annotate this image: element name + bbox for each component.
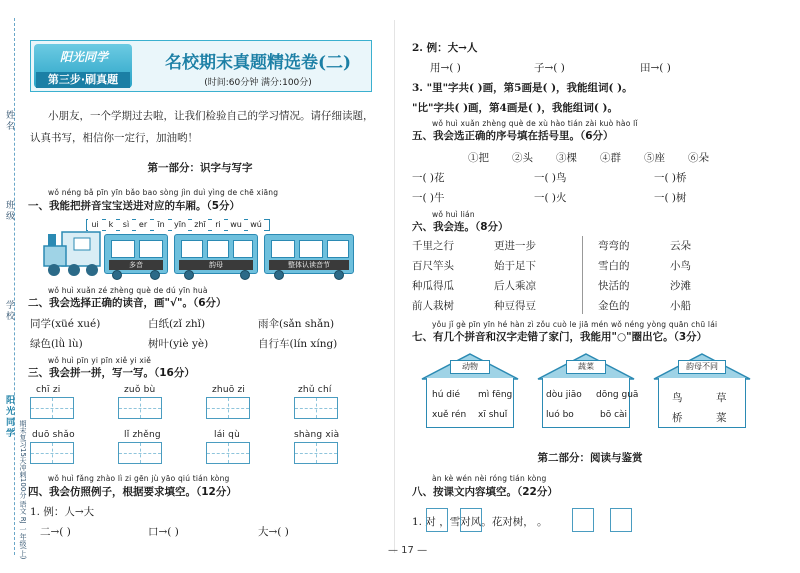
q6-text: 六、我会连。（8分） — [412, 221, 509, 233]
q3-py-6: lǐ zhěng — [124, 430, 161, 440]
q3-py-5: duō shǎo — [32, 430, 75, 440]
answer-box[interactable] — [610, 508, 632, 532]
tag-3[interactable]: er — [136, 219, 150, 231]
q5-option-3: ③棵 — [556, 152, 577, 164]
write-grid[interactable] — [206, 397, 250, 419]
q2-item-1[interactable]: 同学(xüé xué) — [30, 318, 101, 330]
q6-rb-1[interactable]: 云朵 — [670, 240, 691, 252]
q4-item-3[interactable]: 大→( ) — [258, 526, 289, 538]
q3-py-2: zuǒ bù — [124, 385, 156, 395]
write-grid[interactable] — [118, 442, 162, 464]
write-grid[interactable] — [30, 442, 74, 464]
tag-4[interactable]: īn — [154, 219, 168, 231]
write-grid[interactable] — [294, 442, 338, 464]
q2-item-2[interactable]: 白纸(zǐ zhǐ) — [148, 318, 206, 330]
intro-line-2: 认真书写，相信你一定行，加油哟！ — [30, 132, 198, 144]
school-label: 学校 — [4, 300, 14, 322]
q6-rb-4[interactable]: 小船 — [670, 300, 691, 312]
q6-left-4[interactable]: 前人栽树 — [412, 300, 454, 312]
step-label: 第三步·刷真题 — [36, 72, 130, 88]
h2-item-4[interactable]: bō cài — [600, 410, 628, 420]
q4b-item-3[interactable]: 田→( ) — [640, 62, 671, 74]
write-grid[interactable] — [206, 442, 250, 464]
q3-py-8: shàng xià — [294, 430, 340, 440]
h3-item-2[interactable]: 草 — [716, 392, 727, 404]
q5-option-2: ②头 — [512, 152, 533, 164]
house-1-label: 动物 — [450, 360, 490, 374]
answer-box[interactable] — [426, 508, 448, 532]
h2-item-1[interactable]: dòu jiāo — [546, 390, 582, 400]
q2-item-4[interactable]: 绿色(lǜ lù) — [30, 338, 83, 350]
q6-mid-2[interactable]: 始于足下 — [494, 260, 536, 272]
h1-item-4[interactable]: xī shuǐ — [478, 410, 508, 420]
h1-item-2[interactable]: mì fēng — [478, 390, 513, 400]
q6-rb-3[interactable]: 沙滩 — [670, 280, 691, 292]
binding-line — [14, 18, 15, 555]
page-subtitle: (时间:60分钟 满分:100分) — [204, 78, 312, 88]
q6-left-2[interactable]: 百尺竿头 — [412, 260, 454, 272]
h3-item-4[interactable]: 菜 — [716, 412, 727, 424]
h3-item-3[interactable]: 桥 — [672, 412, 683, 424]
q6-pinyin: wǒ huì lián — [432, 210, 475, 219]
tag-5[interactable]: yīn — [173, 220, 187, 229]
tag-0[interactable]: ui — [88, 219, 102, 231]
write-grid[interactable] — [294, 397, 338, 419]
q8-pinyin: àn kè wén nèi róng tián kòng — [432, 474, 547, 483]
q4b-item-3b[interactable]: "比"字共( )画，第4画是( )，我能组词( )。 — [412, 102, 619, 114]
house-3 — [652, 352, 752, 428]
name-label: 姓名 — [4, 110, 14, 132]
page-number: — 17 — — [388, 545, 428, 556]
q8-line: 1. 对 ，雪对风。花对树， 。 — [412, 516, 548, 528]
tag-9[interactable]: wú — [248, 219, 264, 231]
q4-text: 四、我会仿照例子，根据要求填空。（12分） — [28, 486, 237, 498]
h1-item-3[interactable]: xuě rén — [432, 410, 467, 420]
q5-text: 五、我会选正确的序号填在括号里。（6分） — [412, 130, 614, 142]
q6-left-3[interactable]: 种瓜得瓜 — [412, 280, 454, 292]
q7-pinyin: yǒu jǐ gè pīn yīn hé hàn zì zǒu cuò le jiā mén wǒ néng yòng quān chū lái — [432, 320, 718, 329]
q4b-item-2[interactable]: 子→( ) — [534, 62, 565, 74]
train-car-1 — [104, 234, 168, 274]
q4-item-1[interactable]: 二→( ) — [40, 526, 71, 538]
q1-text: 一、我能把拼音宝宝送进对应的车厢。（5分） — [28, 200, 241, 212]
part2-title: 第二部分：阅读与鉴赏 — [537, 452, 643, 464]
q2-item-6[interactable]: 自行车(lín xíng) — [258, 338, 338, 350]
h1-item-1[interactable]: hú dié — [432, 390, 461, 400]
train-car-3 — [264, 234, 354, 274]
series-text: 期末复习15天冲刺100分 语文 RJ 一年级(上) — [19, 420, 27, 560]
q6-mid-4[interactable]: 种豆得豆 — [494, 300, 536, 312]
tag-2[interactable]: sì — [120, 219, 132, 231]
car-label-3: 整体认读音节 — [269, 260, 349, 270]
class-label: 班级 — [4, 200, 14, 222]
q5-option-4: ④群 — [600, 152, 621, 164]
q2-item-5[interactable]: 树叶(yiè yè) — [148, 338, 209, 350]
page-title: 名校期末真题精选卷(二) — [164, 53, 352, 73]
brand-text: 阳光同学 — [4, 395, 14, 439]
q4-example-2: 2. 例：大→人 — [412, 42, 478, 54]
tag-1[interactable]: k — [106, 219, 116, 231]
h2-item-3[interactable]: luó bo — [546, 410, 574, 420]
q5-option-5: ⑤座 — [644, 152, 665, 164]
q3-pinyin: wǒ huì pīn yi pīn xiě yi xiě — [48, 356, 152, 365]
car-label-2: 韵母 — [179, 260, 253, 270]
write-grid[interactable] — [118, 397, 162, 419]
q6-left-1[interactable]: 千里之行 — [412, 240, 454, 252]
q7-text: 七、有几个拼音和汉字走错了家门，我能用"○"圈出它。（3分） — [412, 331, 708, 343]
q2-item-3[interactable]: 雨伞(sǎn shǎn) — [258, 318, 335, 330]
q5-item-3[interactable]: 一( )桥 — [654, 172, 687, 184]
answer-box[interactable] — [572, 508, 594, 532]
q6-rb-2[interactable]: 小鸟 — [670, 260, 691, 272]
q5-item-6[interactable]: 一( )树 — [654, 192, 687, 204]
q8-text: 八、按课文内容填空。（22分） — [412, 486, 558, 498]
q5-pinyin: wǒ huì xuǎn zhèng què de xù hào tián zài kuò hào lǐ — [432, 119, 638, 128]
q6-mid-1[interactable]: 更进一步 — [494, 240, 536, 252]
q3-py-1: chī zi — [36, 385, 61, 395]
q6-mid-3[interactable]: 后人乘凉 — [494, 280, 536, 292]
q1-pinyin: wǒ néng bǎ pīn yīn bǎo bao sòng jìn duì yìng de chē xiāng — [48, 188, 279, 197]
q4-example-1: 1. 例：人→大 — [30, 506, 95, 518]
q5-option-6: ⑥朵 — [688, 152, 709, 164]
part1-title: 第一部分：识字与写字 — [147, 162, 253, 174]
q4b-item-3a[interactable]: 3. "里"字共( )画，第5画是( )，我能组词( )。 — [412, 82, 633, 94]
house-3-label: 韵母不同 — [678, 360, 726, 374]
tag-8[interactable]: wu — [228, 219, 244, 231]
q6-ra-3[interactable]: 快活的 — [598, 280, 630, 292]
q3-py-7: lái qù — [214, 430, 240, 440]
h2-item-2[interactable]: dōng guā — [596, 390, 639, 400]
logo-text: 阳光同学 — [59, 50, 108, 64]
q4b-item-1[interactable]: 用→( ) — [430, 62, 461, 74]
q2-pinyin: wǒ huì xuǎn zé zhèng què de dú yīn huà — [48, 286, 208, 295]
intro-line-1: 小朋友，一个学期过去啦，让我们检验自己的学习情况。请仔细读题， — [48, 110, 374, 122]
house-2-label: 蔬菜 — [566, 360, 606, 374]
q3-py-3: zhuō zi — [212, 385, 246, 395]
q4-pinyin: wǒ huì fǎng zhào lì zi gēn jù yāo qiú tián kòng — [48, 474, 230, 483]
q4-item-2[interactable]: 口→( ) — [148, 526, 179, 538]
q5-item-1[interactable]: 一( )花 — [412, 172, 445, 184]
answer-box[interactable] — [460, 508, 482, 532]
q6-ra-4[interactable]: 金色的 — [598, 300, 630, 312]
q6-ra-2[interactable]: 雪白的 — [598, 260, 630, 272]
car-label-1: 多音 — [109, 260, 163, 270]
h3-item-1[interactable]: 鸟 — [672, 392, 683, 404]
train-car-2 — [174, 234, 258, 274]
q5-option-1: ①把 — [468, 152, 489, 164]
q5-item-2[interactable]: 一( )鸟 — [534, 172, 567, 184]
q3-py-4: zhǔ chí — [298, 385, 332, 395]
q6-ra-1[interactable]: 弯弯的 — [598, 240, 630, 252]
write-grid[interactable] — [30, 397, 74, 419]
q2-text: 二、我会选择正确的读音，画"√"。（6分） — [28, 297, 227, 309]
tag-7[interactable]: ri — [212, 219, 224, 231]
q3-text: 三、我会拼一拼，写一写。（16分） — [28, 367, 195, 379]
q5-item-5[interactable]: 一( )火 — [534, 192, 567, 204]
q5-item-4[interactable]: 一( )牛 — [412, 192, 445, 204]
locomotive-icon — [40, 222, 104, 280]
tag-6[interactable]: zhī — [192, 219, 208, 231]
